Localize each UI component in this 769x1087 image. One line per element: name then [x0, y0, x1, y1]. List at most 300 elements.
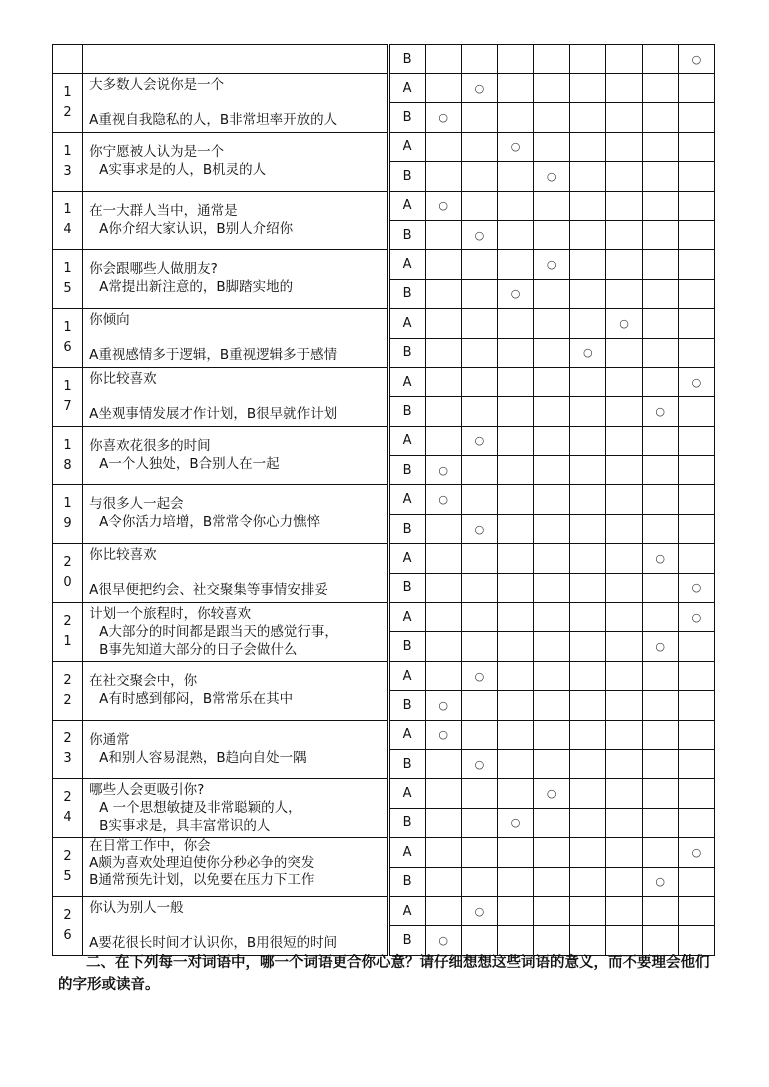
answer-cell[interactable] — [534, 779, 570, 808]
answer-cell[interactable] — [570, 926, 606, 955]
answer-cell[interactable] — [606, 779, 642, 808]
answer-cell[interactable] — [570, 573, 606, 602]
answer-cell[interactable] — [425, 691, 461, 720]
answer-cell[interactable] — [497, 397, 533, 426]
answer-cell[interactable] — [678, 132, 714, 161]
question-text — [83, 367, 388, 426]
answer-cell[interactable] — [497, 749, 533, 778]
table-row — [53, 367, 715, 396]
question-number-digit: 6 — [63, 340, 72, 356]
table-row — [53, 45, 715, 74]
answer-cell[interactable] — [425, 191, 461, 220]
answer-cell[interactable] — [497, 926, 533, 955]
answer-cell[interactable] — [678, 397, 714, 426]
answer-cell[interactable] — [461, 573, 497, 602]
answer-cell[interactable] — [678, 367, 714, 396]
answer-cell[interactable] — [534, 544, 570, 573]
answer-cell[interactable] — [678, 338, 714, 367]
answer-cell[interactable] — [534, 603, 570, 632]
answer-cell[interactable] — [606, 926, 642, 955]
answer-cell[interactable] — [642, 397, 678, 426]
answer-cell[interactable] — [606, 485, 642, 514]
answer-cell[interactable] — [425, 103, 461, 132]
answer-cell[interactable] — [534, 838, 570, 867]
answer-cell[interactable] — [570, 749, 606, 778]
answer-cell[interactable] — [461, 309, 497, 338]
answer-cell[interactable] — [534, 426, 570, 455]
answer-cell[interactable] — [534, 720, 570, 749]
answer-cell[interactable] — [606, 309, 642, 338]
answer-cell[interactable] — [534, 191, 570, 220]
answer-cell[interactable] — [642, 779, 678, 808]
answer-cell[interactable] — [606, 749, 642, 778]
answer-cell[interactable] — [606, 397, 642, 426]
answer-cell[interactable] — [461, 397, 497, 426]
answer-mark: ○ — [691, 845, 702, 859]
answer-cell[interactable] — [461, 867, 497, 896]
answer-cell[interactable] — [497, 309, 533, 338]
answer-cell[interactable] — [497, 867, 533, 896]
question-option-text: A很早便把约会、社交聚集等事情安排妥 — [89, 582, 328, 599]
answer-cell[interactable] — [606, 808, 642, 837]
answer-cell[interactable] — [570, 632, 606, 661]
answer-cell[interactable] — [461, 779, 497, 808]
answer-cell[interactable] — [534, 279, 570, 308]
question-text-block — [89, 260, 382, 307]
answer-cell[interactable] — [461, 485, 497, 514]
question-option-text: B实事求是，具丰富常识的人 — [99, 818, 271, 835]
answer-cell[interactable] — [425, 338, 461, 367]
answer-cell[interactable] — [425, 573, 461, 602]
answer-cell[interactable] — [606, 103, 642, 132]
question-number-digit: 1 — [63, 378, 72, 394]
answer-cell[interactable] — [678, 514, 714, 543]
answer-cell[interactable] — [606, 691, 642, 720]
option-label-a: A — [388, 309, 425, 338]
answer-cell[interactable] — [425, 514, 461, 543]
answer-cell[interactable] — [570, 514, 606, 543]
question-option-text: B通常预先计划，以免要在压力下工作 — [89, 872, 315, 889]
answer-cell[interactable] — [425, 397, 461, 426]
answer-cell[interactable] — [642, 573, 678, 602]
answer-cell[interactable] — [606, 573, 642, 602]
answer-cell[interactable] — [570, 485, 606, 514]
answer-cell[interactable] — [678, 456, 714, 485]
question-text — [83, 661, 388, 720]
answer-cell[interactable] — [606, 603, 642, 632]
question-option-text: A常提出新注意的，B脚踏实地的 — [99, 279, 294, 296]
answer-cell[interactable] — [570, 162, 606, 191]
answer-cell[interactable] — [461, 838, 497, 867]
answer-cell[interactable] — [678, 250, 714, 279]
answer-cell[interactable] — [461, 749, 497, 778]
answer-cell[interactable] — [534, 749, 570, 778]
question-number — [53, 309, 83, 368]
answer-cell[interactable] — [497, 779, 533, 808]
option-label-a: A — [388, 779, 425, 808]
answer-cell[interactable] — [425, 220, 461, 249]
answer-cell[interactable] — [461, 896, 497, 925]
answer-cell[interactable] — [606, 896, 642, 925]
answer-cell[interactable] — [497, 896, 533, 925]
answer-cell[interactable] — [606, 426, 642, 455]
answer-cell[interactable] — [461, 926, 497, 955]
answer-cell[interactable] — [642, 896, 678, 925]
answer-cell[interactable] — [425, 808, 461, 837]
answer-cell[interactable] — [570, 456, 606, 485]
answer-cell[interactable] — [678, 838, 714, 867]
option-label-a: A — [388, 426, 425, 455]
answer-cell[interactable] — [570, 779, 606, 808]
answer-cell[interactable] — [678, 191, 714, 220]
answer-cell[interactable] — [497, 250, 533, 279]
answer-cell[interactable] — [497, 162, 533, 191]
answer-cell[interactable] — [642, 632, 678, 661]
answer-cell[interactable] — [534, 338, 570, 367]
question-option-text: A坐观事情发展才作计划，B很早就作计划 — [89, 405, 338, 422]
answer-cell[interactable] — [606, 867, 642, 896]
answer-cell[interactable] — [425, 456, 461, 485]
answer-cell[interactable] — [678, 103, 714, 132]
answer-cell[interactable] — [642, 191, 678, 220]
question-text — [83, 603, 388, 662]
answer-cell[interactable] — [461, 691, 497, 720]
answer-cell[interactable] — [461, 132, 497, 161]
answer-cell[interactable] — [570, 661, 606, 690]
answer-cell[interactable] — [678, 544, 714, 573]
answer-cell[interactable] — [606, 45, 642, 74]
question-prompt: 与很多人一起会 — [89, 496, 184, 513]
answer-cell[interactable] — [678, 45, 714, 74]
answer-cell[interactable] — [606, 74, 642, 103]
answer-cell[interactable] — [497, 367, 533, 396]
answer-cell[interactable] — [425, 896, 461, 925]
answer-cell[interactable] — [642, 808, 678, 837]
answer-cell[interactable] — [534, 808, 570, 837]
answer-cell[interactable] — [497, 338, 533, 367]
answer-cell[interactable] — [497, 691, 533, 720]
answer-cell[interactable] — [606, 632, 642, 661]
answer-cell[interactable] — [570, 867, 606, 896]
answer-cell[interactable] — [497, 808, 533, 837]
answer-cell[interactable] — [642, 367, 678, 396]
answer-cell[interactable] — [642, 720, 678, 749]
answer-cell[interactable] — [570, 103, 606, 132]
answer-cell[interactable] — [534, 661, 570, 690]
answer-cell[interactable] — [461, 661, 497, 690]
answer-cell[interactable] — [678, 279, 714, 308]
answer-cell[interactable] — [642, 544, 678, 573]
answer-cell[interactable] — [678, 808, 714, 837]
answer-cell[interactable] — [425, 132, 461, 161]
answer-cell[interactable] — [642, 838, 678, 867]
answer-cell[interactable] — [570, 838, 606, 867]
option-label-b: B — [388, 573, 425, 602]
answer-cell[interactable] — [461, 74, 497, 103]
answer-mark: ○ — [546, 787, 557, 801]
question-number-digit: 2 — [63, 692, 72, 708]
option-label-b: B — [388, 456, 425, 485]
answer-cell[interactable] — [642, 456, 678, 485]
answer-cell[interactable] — [606, 720, 642, 749]
answer-mark: ○ — [438, 728, 449, 742]
question-number-digit: 4 — [63, 222, 72, 238]
answer-cell[interactable] — [606, 338, 642, 367]
answer-cell[interactable] — [678, 926, 714, 955]
question-number — [53, 838, 83, 897]
answer-cell[interactable] — [425, 309, 461, 338]
answer-cell[interactable] — [425, 661, 461, 690]
answer-cell[interactable] — [678, 573, 714, 602]
answer-cell[interactable] — [570, 45, 606, 74]
answer-cell[interactable] — [425, 838, 461, 867]
option-label-b: B — [388, 808, 425, 837]
answer-cell[interactable] — [678, 720, 714, 749]
answer-cell[interactable] — [461, 720, 497, 749]
answer-cell[interactable] — [497, 456, 533, 485]
answer-cell[interactable] — [642, 103, 678, 132]
answer-cell[interactable] — [606, 279, 642, 308]
answer-cell[interactable] — [534, 132, 570, 161]
answer-cell[interactable] — [606, 544, 642, 573]
answer-cell[interactable] — [642, 45, 678, 74]
answer-cell[interactable] — [534, 367, 570, 396]
answer-mark: ○ — [583, 346, 593, 360]
answer-cell[interactable] — [678, 485, 714, 514]
answer-cell[interactable] — [461, 456, 497, 485]
answer-cell[interactable] — [642, 485, 678, 514]
answer-cell[interactable] — [678, 632, 714, 661]
answer-cell[interactable] — [425, 162, 461, 191]
answer-cell[interactable] — [461, 191, 497, 220]
answer-cell[interactable] — [497, 279, 533, 308]
answer-cell[interactable] — [570, 544, 606, 573]
answer-cell[interactable] — [461, 603, 497, 632]
answer-cell[interactable] — [570, 279, 606, 308]
answer-cell[interactable] — [534, 456, 570, 485]
answer-cell[interactable] — [678, 691, 714, 720]
answer-cell[interactable] — [606, 838, 642, 867]
question-number-digit: 1 — [63, 437, 72, 453]
answer-cell[interactable] — [497, 661, 533, 690]
answer-cell[interactable] — [425, 367, 461, 396]
answer-cell[interactable] — [497, 191, 533, 220]
answer-cell[interactable] — [461, 426, 497, 455]
question-prompt: 你比较喜欢 — [89, 547, 157, 564]
answer-cell[interactable] — [425, 74, 461, 103]
answer-cell[interactable] — [425, 779, 461, 808]
answer-cell[interactable] — [678, 896, 714, 925]
answer-cell[interactable] — [461, 338, 497, 367]
answer-cell[interactable] — [425, 426, 461, 455]
answer-cell[interactable] — [497, 514, 533, 543]
answer-mark: ○ — [691, 610, 702, 624]
answer-cell[interactable] — [534, 485, 570, 514]
answer-cell[interactable] — [570, 603, 606, 632]
answer-cell[interactable] — [642, 132, 678, 161]
answer-mark: ○ — [474, 434, 485, 448]
answer-cell[interactable] — [642, 250, 678, 279]
answer-cell[interactable] — [606, 191, 642, 220]
question-text-block — [89, 838, 382, 895]
answer-cell[interactable] — [642, 514, 678, 543]
answer-cell[interactable] — [642, 338, 678, 367]
answer-cell[interactable] — [678, 867, 714, 896]
answer-cell[interactable] — [570, 309, 606, 338]
answer-cell[interactable] — [497, 573, 533, 602]
answer-cell[interactable] — [606, 132, 642, 161]
question-number — [53, 485, 83, 544]
question-text-block — [89, 143, 382, 190]
question-option-text: A有时感到郁闷，B常常乐在其中 — [99, 690, 294, 707]
answer-cell[interactable] — [497, 220, 533, 249]
answer-cell[interactable] — [570, 250, 606, 279]
option-label-a: A — [388, 74, 425, 103]
answer-cell[interactable] — [678, 309, 714, 338]
answer-cell[interactable] — [425, 485, 461, 514]
answer-cell[interactable] — [678, 426, 714, 455]
answer-cell[interactable] — [461, 279, 497, 308]
answer-cell[interactable] — [461, 45, 497, 74]
question-number-cell — [53, 45, 83, 74]
table-row — [53, 309, 715, 338]
answer-cell[interactable] — [534, 162, 570, 191]
answer-cell[interactable] — [534, 74, 570, 103]
answer-cell[interactable] — [461, 250, 497, 279]
answer-cell[interactable] — [678, 220, 714, 249]
answer-cell[interactable] — [461, 162, 497, 191]
answer-cell[interactable] — [497, 45, 533, 74]
answer-cell[interactable] — [497, 838, 533, 867]
question-number — [53, 779, 83, 838]
answer-cell[interactable] — [570, 191, 606, 220]
option-label-b: B — [388, 514, 425, 543]
answer-cell[interactable] — [642, 603, 678, 632]
option-label-b: B — [388, 691, 425, 720]
answer-cell[interactable] — [534, 926, 570, 955]
answer-cell[interactable] — [642, 749, 678, 778]
question-text-block — [89, 672, 382, 719]
answer-cell[interactable] — [642, 661, 678, 690]
question-prompt: 你认为别人一般 — [89, 899, 184, 916]
answer-cell[interactable] — [606, 367, 642, 396]
answer-cell[interactable] — [497, 485, 533, 514]
answer-cell[interactable] — [534, 45, 570, 74]
answer-cell[interactable] — [425, 603, 461, 632]
answer-cell[interactable] — [534, 220, 570, 249]
answer-cell[interactable] — [425, 720, 461, 749]
answer-cell[interactable] — [606, 456, 642, 485]
answer-cell[interactable] — [461, 367, 497, 396]
answer-cell[interactable] — [570, 132, 606, 161]
answer-cell[interactable] — [678, 749, 714, 778]
answer-cell[interactable] — [570, 367, 606, 396]
question-number-digit: 2 — [63, 613, 72, 629]
question-text-block — [89, 605, 382, 660]
answer-cell[interactable] — [461, 544, 497, 573]
answer-cell[interactable] — [678, 603, 714, 632]
answer-cell[interactable] — [534, 632, 570, 661]
answer-cell[interactable] — [606, 250, 642, 279]
answer-cell[interactable] — [570, 720, 606, 749]
answer-cell[interactable] — [642, 691, 678, 720]
answer-cell[interactable] — [570, 220, 606, 249]
answer-cell[interactable] — [642, 220, 678, 249]
answer-cell[interactable] — [425, 749, 461, 778]
answer-cell[interactable] — [425, 867, 461, 896]
answer-cell[interactable] — [534, 103, 570, 132]
answer-cell[interactable] — [461, 808, 497, 837]
answer-cell[interactable] — [425, 45, 461, 74]
answer-cell[interactable] — [570, 426, 606, 455]
answer-cell[interactable] — [534, 896, 570, 925]
answer-cell[interactable] — [425, 279, 461, 308]
answer-cell[interactable] — [425, 632, 461, 661]
answer-cell[interactable] — [570, 896, 606, 925]
answer-cell[interactable] — [497, 74, 533, 103]
answer-cell[interactable] — [497, 103, 533, 132]
answer-cell[interactable] — [461, 632, 497, 661]
answer-cell[interactable] — [570, 691, 606, 720]
answer-mark: ○ — [438, 199, 449, 213]
answer-cell[interactable] — [678, 74, 714, 103]
option-label-a: A — [388, 367, 425, 396]
answer-cell[interactable] — [642, 162, 678, 191]
answer-cell[interactable] — [642, 867, 678, 896]
answer-cell[interactable] — [425, 926, 461, 955]
answer-cell[interactable] — [461, 103, 497, 132]
answer-cell[interactable] — [425, 250, 461, 279]
answer-cell[interactable] — [497, 544, 533, 573]
answer-cell[interactable] — [497, 426, 533, 455]
answer-cell[interactable] — [642, 426, 678, 455]
answer-cell[interactable] — [678, 162, 714, 191]
answer-cell[interactable] — [678, 779, 714, 808]
answer-cell[interactable] — [534, 573, 570, 602]
answer-cell[interactable] — [534, 867, 570, 896]
question-prompt: 你会跟哪些人做朋友? — [89, 261, 218, 278]
answer-cell[interactable] — [570, 808, 606, 837]
answer-cell[interactable] — [497, 720, 533, 749]
answer-cell[interactable] — [497, 603, 533, 632]
answer-cell[interactable] — [534, 250, 570, 279]
answer-cell[interactable] — [570, 338, 606, 367]
answer-cell[interactable] — [534, 397, 570, 426]
answer-cell[interactable] — [606, 661, 642, 690]
answer-cell[interactable] — [497, 132, 533, 161]
answer-cell[interactable] — [642, 926, 678, 955]
answer-cell[interactable] — [425, 544, 461, 573]
answer-cell[interactable] — [606, 514, 642, 543]
answer-cell[interactable] — [570, 74, 606, 103]
answer-cell[interactable] — [678, 661, 714, 690]
answer-cell[interactable] — [534, 691, 570, 720]
question-option-text: A重视感情多于逻辑，B重视逻辑多于感情 — [89, 346, 338, 363]
answer-cell[interactable] — [570, 397, 606, 426]
answer-cell[interactable] — [534, 309, 570, 338]
answer-cell[interactable] — [642, 74, 678, 103]
answer-cell[interactable] — [606, 220, 642, 249]
answer-cell[interactable] — [642, 309, 678, 338]
answer-cell[interactable] — [461, 514, 497, 543]
answer-cell[interactable] — [497, 632, 533, 661]
answer-cell[interactable] — [461, 220, 497, 249]
option-label-a: A — [388, 485, 425, 514]
answer-cell[interactable] — [606, 162, 642, 191]
answer-cell[interactable] — [534, 514, 570, 543]
question-option-text: A颇为喜欢处理迫使你分秒必争的突发 — [89, 855, 315, 872]
answer-cell[interactable] — [642, 279, 678, 308]
